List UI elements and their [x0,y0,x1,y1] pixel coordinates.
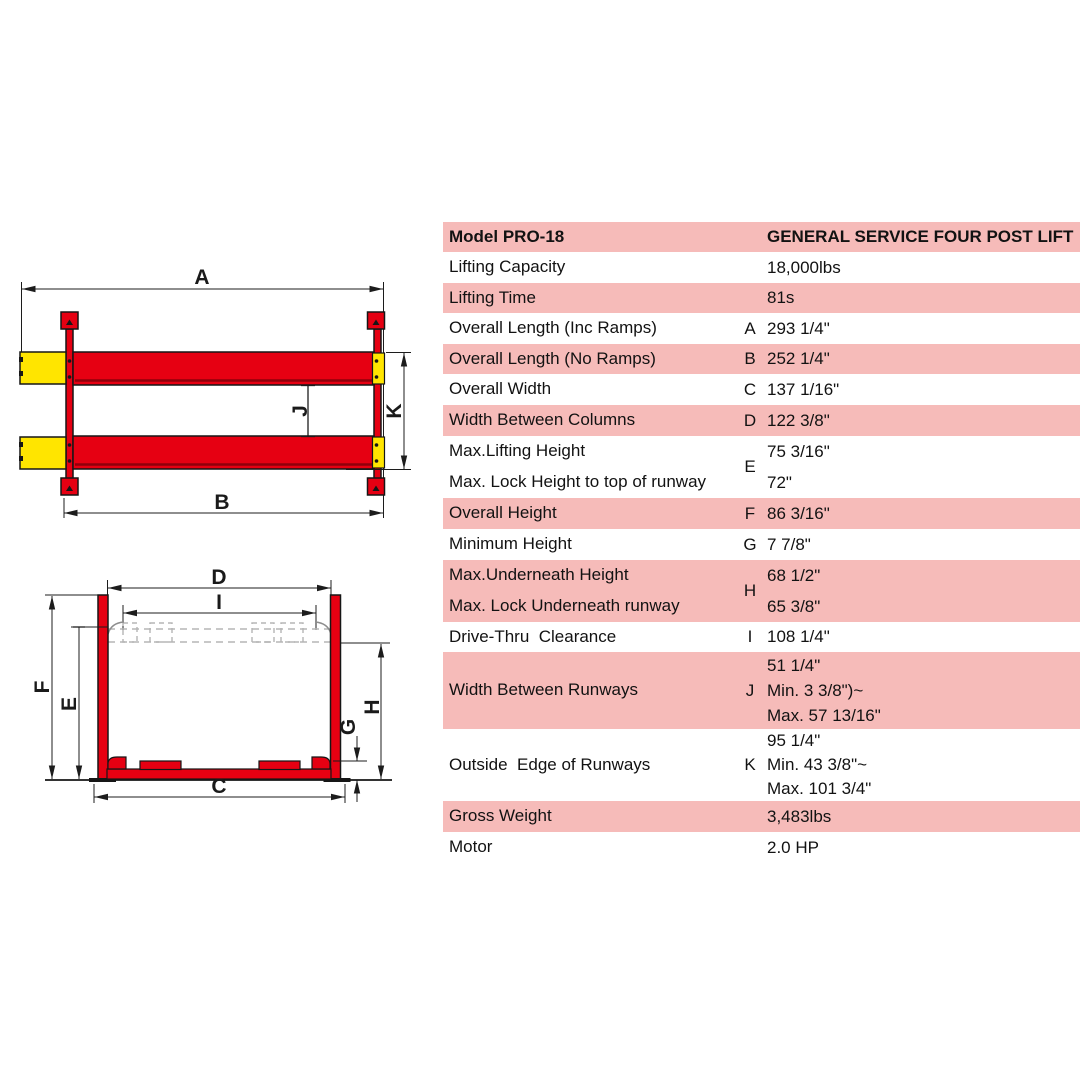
post-pad-top-left [61,312,78,329]
top-view-diagram [0,260,440,530]
spec-value: 293 1/4" [767,318,830,338]
spec-label: Overall Length (Inc Ramps) [449,318,657,338]
post-pad-bottom-right [368,478,385,495]
dim-label-g: G [337,718,360,736]
spec-table [443,222,1080,863]
spec-value: 95 1/4" Min. 43 3/8"~ Max. 101 3/4" [767,731,872,799]
bolt [375,375,379,379]
spec-label: Width Between Columns [449,410,636,430]
table-row [443,801,1080,832]
table-row [443,252,1080,283]
wheel-stop-dashed [150,623,172,642]
spec-label: Overall Height [449,503,557,523]
table-row [443,498,1080,529]
spec-label: Max.Underneath Height Max. Lock Underneath runway [449,565,680,616]
table-row [443,560,1080,622]
spec-letter: I [747,627,753,646]
spec-letter: G [743,534,757,554]
spec-label: Overall Width [449,379,552,399]
spec-letter: K [744,755,756,774]
dim-label-b: B [214,491,230,514]
dim-label-c: C [211,775,227,798]
spec-label: Gross Weight [449,806,552,826]
wheel-stop [259,761,300,770]
bolt [68,459,72,463]
table-row [443,832,1080,863]
post-pad-top-right [368,312,385,329]
spec-label: Max.Lifting Height Max. Lock Height to top of runway [449,441,707,492]
spec-label: Width Between Runways [449,680,638,700]
bolt [68,375,72,379]
spec-label: Motor [449,837,493,857]
spec-letter: A [744,318,756,338]
spec-value: 252 1/4" [767,349,830,369]
runway-end-block-top [373,353,385,384]
spec-value: 81s [767,288,795,308]
dim-label-a: A [194,266,210,289]
table-header-row [443,222,1080,252]
dim-label-e: E [58,696,81,712]
runway-end-stop-left [108,757,126,769]
table-row [443,436,1080,498]
ramp-notch [19,357,23,362]
spec-value: 2.0 HP [767,837,819,857]
ramp-notch [19,456,23,461]
spec-value: 86 3/16" [767,503,830,523]
table-row [443,344,1080,374]
spec-value: 3,483lbs [767,806,832,826]
crossbeam-left [66,329,73,479]
spec-letter: E [744,457,756,476]
spec-label: Drive-Thru Clearance [449,626,617,646]
table-row [443,652,1080,729]
dim-label-j: J [289,405,312,417]
dim-label-h: H [361,699,384,715]
spec-value: 18,000lbs [767,257,841,277]
wheel-stop-dashed [252,623,274,642]
ramp-left-bottom [20,437,66,469]
ramp-notch [19,371,23,376]
spec-letter: H [743,581,757,600]
spec-value: 137 1/16" [767,379,840,399]
table-row [443,283,1080,313]
bolt [68,443,72,447]
table-row [443,529,1080,560]
table-row [443,374,1080,405]
spec-letter: J [745,680,755,700]
runway-end-stop-right [312,757,330,769]
runway-end-curve [315,622,331,634]
spec-value: 51 1/4" Min. 3 3/8")~ Max. 57 13/16" [767,655,881,725]
wheel-stop-dashed [123,623,137,642]
bolt [375,459,379,463]
table-row [443,313,1080,344]
spec-label: Lifting Time [449,287,536,307]
spec-label: Lifting Capacity [449,257,566,277]
dim-label-d: D [211,566,227,589]
wheel-stop [140,761,181,770]
spec-letter: F [744,503,756,523]
spec-letter: B [744,349,756,368]
dim-label-f: F [31,680,54,694]
ramp-notch [19,442,23,447]
ramp-left-top [20,352,66,384]
spec-letter: D [743,410,757,430]
column-left [98,595,108,780]
spec-label: Outside Edge of Runways [449,754,651,774]
runway-end-block-bottom [373,437,385,468]
table-row [443,729,1080,801]
runway-end-curve [108,622,124,634]
wheel-stop-dashed [281,623,303,642]
spec-value: 7 7/8" [767,534,811,554]
spec-value: 68 1/2" 65 3/8" [767,565,821,616]
spec-label: Minimum Height [449,534,572,554]
model-name: Model PRO-18 [449,227,565,246]
spec-value: 122 3/8" [767,410,830,430]
spec-value: 108 1/4" [767,627,830,647]
spec-letter: C [743,379,757,399]
dim-label-k: K [383,403,406,419]
spec-label: Overall Length (No Ramps) [449,348,656,368]
table-row [443,405,1080,436]
column-right [331,595,341,780]
front-view-diagram [0,560,440,830]
spec-value: 75 3/16" 72" [767,441,830,492]
dim-label-i: I [216,591,222,614]
table-row [443,622,1080,652]
bolt [68,359,72,363]
bolt [375,443,379,447]
bolt [375,359,379,363]
product-title: GENERAL SERVICE FOUR POST LIFT [767,227,1074,246]
post-pad-bottom-left [61,478,78,495]
